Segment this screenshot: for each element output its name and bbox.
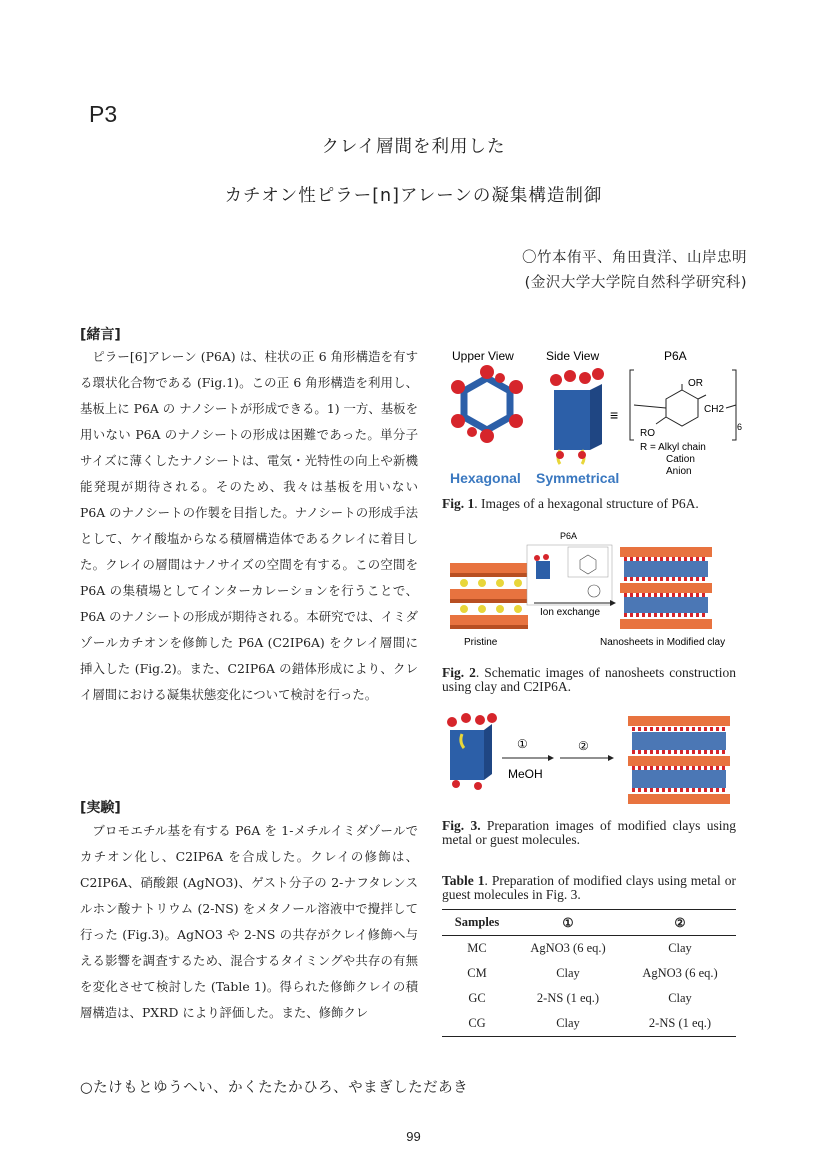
table-cell: CM: [467, 966, 487, 980]
title-line-2: カチオン性ピラー[n]アレーンの凝集構造制御: [224, 186, 603, 206]
hexagon-molecule-image: [451, 365, 523, 443]
presentation-id: P3: [89, 101, 118, 127]
table1-caption: [442, 874, 736, 902]
affiliation: (金沢大学大学院自然科学研究科): [524, 275, 747, 291]
fig3-modified-clay-image: [628, 716, 730, 804]
fig1-equiv-sign: ≡: [610, 407, 619, 423]
fig1-hexagonal-label: Hexagonal: [450, 470, 521, 486]
table-cell: Clay: [556, 966, 580, 980]
fig2-ion-exchange-label: Ion exchange: [540, 607, 601, 618]
table1-caption-label: Table 1: [442, 873, 485, 888]
fig2-nanosheets-label: Nanosheets in Modified clay: [600, 637, 726, 648]
table-1: [442, 909, 736, 1037]
authors: 〇竹本侑平、角田貴洋、山岸忠明: [522, 250, 747, 266]
fig3-caption-text: Preparation images of modified clays using metal or guest molecules.: [442, 818, 736, 847]
table-row: [442, 1011, 736, 1037]
fig3-step2-label: ②: [578, 739, 589, 753]
side-view-molecule-image: [550, 368, 604, 464]
table-cell: 2-NS (1 eq.): [648, 1016, 712, 1030]
modified-clay-image: [620, 547, 712, 629]
table1-caption-text: . Preparation of modified clays using metal or guest molecules in Fig. 3.: [442, 873, 736, 902]
c2ip6a-molecule-image: [447, 713, 497, 790]
table-cell: MC: [467, 941, 487, 955]
fig1-side-view-label: Side View: [546, 349, 600, 363]
table-header-row: [442, 910, 736, 936]
figure-1: [442, 340, 742, 490]
table-cell: Clay: [668, 941, 692, 955]
fig1-ch2-label: CH2: [704, 404, 725, 415]
table-header-step2: ②: [674, 915, 686, 930]
fig1-r-anion: Anion: [666, 466, 692, 477]
fig3-caption-label: Fig. 3.: [442, 818, 481, 833]
c2ip6a-inset-image: [527, 545, 612, 605]
fig1-subscript-6: 6: [737, 422, 742, 432]
table-row: [442, 986, 736, 1011]
fig1-symmetrical-label: Symmetrical: [536, 470, 620, 486]
table-cell: Clay: [668, 991, 692, 1005]
fig1-upper-view-label: Upper View: [452, 349, 514, 363]
fig2-caption-label: Fig. 2: [442, 665, 476, 680]
fig1-caption-label: Fig. 1: [442, 496, 475, 511]
section-intro-heading: [緒言]: [80, 327, 121, 343]
table-cell: AgNO3 (6 eq.): [530, 941, 606, 955]
experiment-paragraph: ブロモエチル基を有する P6A を 1-メチルイミダゾールでカチオン化し、C2IP6A を合成した。クレイの修飾は、C2IP6A、硝酸銀 (AgNO3)、ゲスト分子の 2-ナフタレンスルホン酸ナトリウム (2-NS) をメタノール溶液中で攪拌して行った (Fig.3)。AgNO3 や 2-NS の共存がクレイ修飾へ与える影響を調査するため、混合するタイミングや共存の有無を変化させて検討した (Table 1)。得られた修飾クレイの積層構造は、PXRD により評価した。また、修飾クレ: [80, 823, 418, 1020]
figure-2: [442, 525, 742, 655]
title-line-1: クレイ層間を利用した: [321, 137, 506, 157]
table-cell: CG: [468, 1016, 486, 1030]
table-row: [442, 961, 736, 986]
fig3-caption: [442, 819, 736, 847]
fig2-p6a-label: P6A: [560, 531, 578, 541]
table-header-samples: Samples: [454, 915, 500, 929]
table-cell: 2-NS (1 eq.): [536, 991, 600, 1005]
fig1-caption-text: . Images of a hexagonal structure of P6A.: [474, 496, 699, 511]
fig1-r-cation: Cation: [666, 454, 695, 465]
table-cell: AgNO3 (6 eq.): [642, 966, 718, 980]
author-furigana: ○たけもとゆうへい、かくたたかひろ、やまぎしただあき: [80, 1080, 469, 1096]
fig1-caption: [442, 497, 736, 511]
section-experiment-heading: [実験]: [80, 800, 121, 816]
fig2-caption: [442, 666, 736, 694]
pristine-clay-image: [450, 563, 528, 629]
fig1-r-definition: R = Alkyl chain: [640, 442, 706, 453]
table-header-step1: ①: [562, 915, 574, 930]
table-cell: GC: [468, 991, 486, 1005]
fig3-step1-label: ①: [517, 737, 528, 751]
table-row: [442, 936, 736, 962]
figure-3: [442, 710, 742, 810]
fig2-pristine-label: Pristine: [464, 637, 498, 648]
fig1-ro-label: RO: [640, 428, 655, 439]
fig3-meoh-label: MeOH: [508, 767, 543, 781]
fig2-caption-text: . Schematic images of nanosheets construction using clay and C2IP6A.: [442, 665, 736, 694]
intro-paragraph: ピラー[6]アレーン (P6A) は、柱状の正 6 角形構造を有する環状化合物である (Fig.1)。この正 6 角形構造を利用し、基板上に P6A の ナノシートが形成できる。1) 一方、基板を用いない P6A のナノシートの形成は困難であった。単分子サイズに薄くしたナノシートは、電気・光特性の向上や新機能発現が期待される。そのため、我々は基板を用いない P6A のナノシートの作製を目指した。ナノシートの形成手法として、ケイ酸塩からなる積層構造体であるクレイに着目した。クレイの層間はナノサイズの空間を有する。この空間を P6A の集積場としてインターカレーションを行うことで、P6A のナノシートの形成が期待される。本研究では、イミダゾールカチオンを修飾した P6A (C2IP6A) をクレイ層間に挿入した (Fig.2)。また、C2IP6A の錯体形成により、クレイ層間における凝集状態変化について検討を行った。: [80, 349, 418, 702]
page-number: 99: [406, 1129, 421, 1144]
table-cell: Clay: [556, 1016, 580, 1030]
fig1-p6a-label: P6A: [664, 349, 687, 363]
fig1-or-label: OR: [688, 378, 703, 389]
